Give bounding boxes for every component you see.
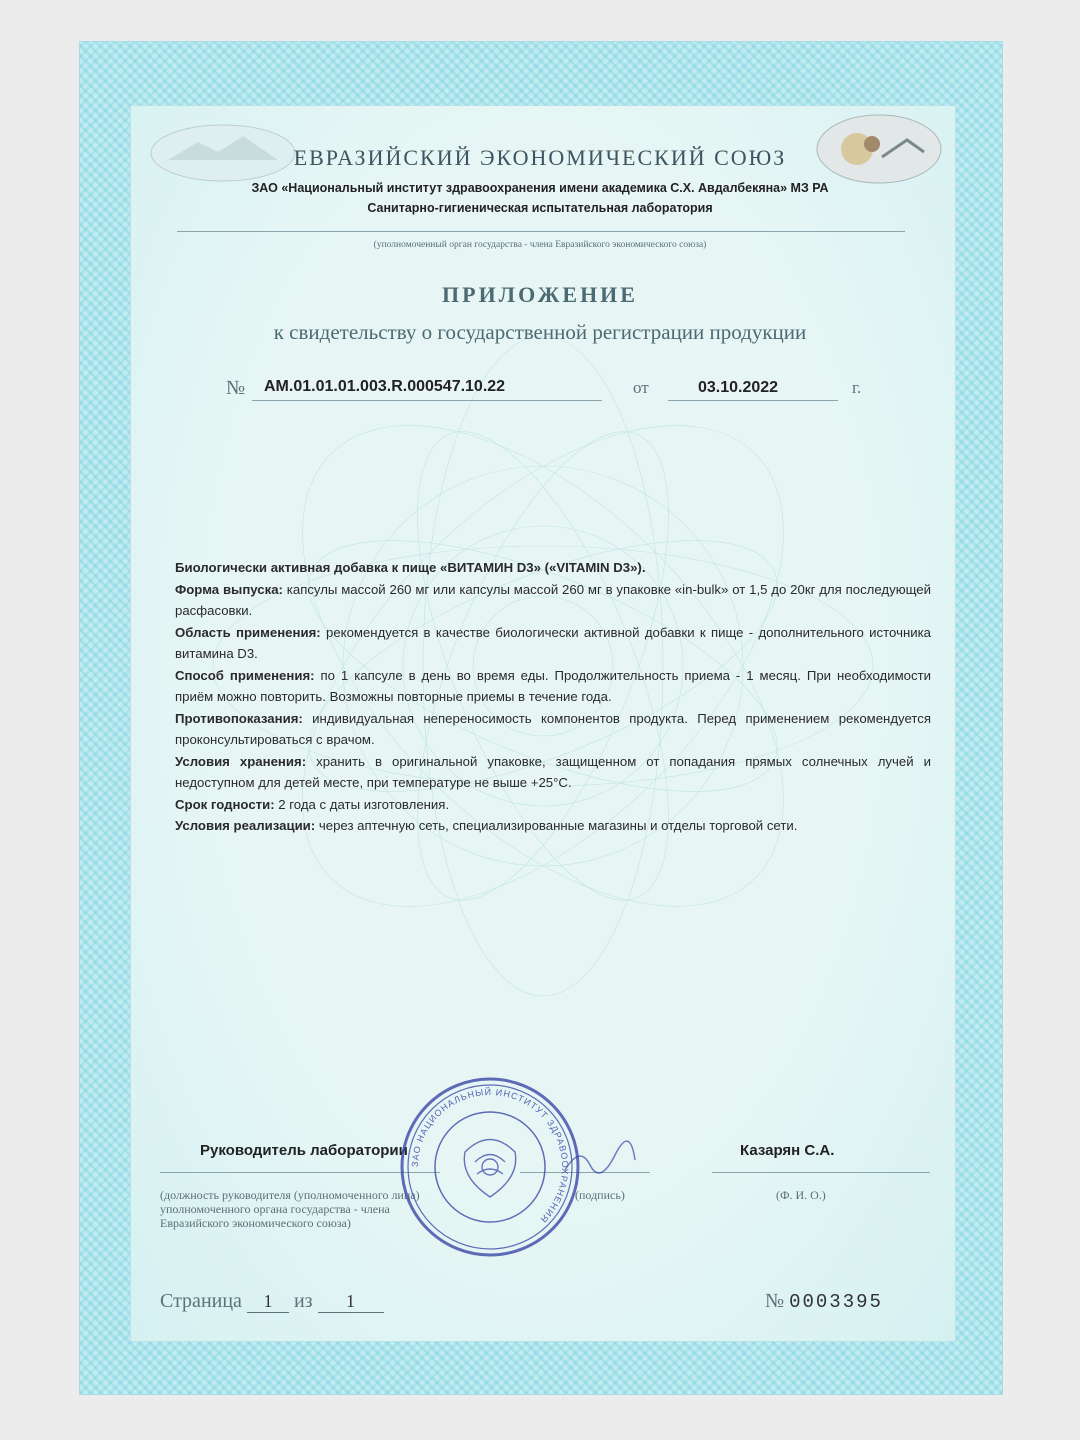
storage-text: хранить в оригинальной упаковке, защищенном от попадания прямых солнечных лучей и недоступном для детей месте, при температуре не выше +25°С.: [175, 753, 931, 790]
position-caption: (должность руководителя (уполномоченного лица) уполномоченного органа государства - члена Евразийского экономического союза): [160, 1188, 420, 1230]
of-label: из: [293, 1290, 313, 1312]
registration-date: 03.10.2022: [698, 379, 779, 396]
usage-line: [175, 665, 931, 708]
institute-name: ЗАО «Национальный институт здравоохранения имени академика С.Х. Авдалбекяна» МЗ РА: [251, 181, 829, 195]
storage-label: Условия хранения:: [175, 753, 307, 769]
usage-label: Способ применения:: [175, 667, 315, 683]
header-rule: [177, 231, 905, 232]
product-name: Биологически активная добавка к пище «ВИТАМИН D3» («VITAMIN D3»).: [175, 560, 646, 575]
contraindications-text: индивидуальная непереносимость компонентов продукта. Перед применением рекомендуется проконсультироваться с врачом.: [175, 710, 931, 747]
serial-number: 0003395: [789, 1291, 883, 1313]
page-subtitle: к свидетельству о государственной регистрации продукции: [273, 320, 807, 344]
usage-text: по 1 капсуле в день во время еды. Продолжительность приема - 1 месяц. При необходимости приём можно повторить. Возможны повторные приемы в течение года.: [175, 667, 931, 704]
signer-name: Казарян С.А.: [740, 1142, 835, 1159]
page-counter: [160, 1290, 384, 1313]
year-suffix: г.: [852, 378, 862, 397]
signer-position: Руководитель лаборатории: [200, 1142, 408, 1159]
shelf-life-text: 2 года с даты изготовления.: [278, 796, 450, 812]
serial-block: [765, 1290, 883, 1313]
svg-text:ЗАО НАЦИОНАЛЬНЫЙ ИНСТИТУТ ЗДРА: ЗАО НАЦИОНАЛЬНЫЙ ИНСТИТУТ ЗДРАВООХРАНЕНИЯ: [409, 1086, 571, 1226]
form-line: [175, 579, 931, 622]
name-caption: (Ф. И. О.): [776, 1188, 826, 1202]
page-label: Страница: [160, 1290, 242, 1312]
number-label: №: [226, 377, 246, 399]
authority-note: (уполномоченный орган государства - члена Евразийского экономического союза): [373, 240, 707, 250]
shelf-life-label: Срок годности:: [175, 796, 275, 812]
name-underline: [712, 1172, 930, 1173]
sales-text: через аптечную сеть, специализированные магазины и отделы торговой сети.: [318, 818, 798, 833]
from-label: от: [633, 378, 649, 397]
sales-line: [175, 815, 931, 837]
signature-scribble-icon: [560, 1140, 640, 1180]
union-heading: ЕВРАЗИЙСКИЙ ЭКОНОМИЧЕСКИЙ СОЮЗ: [293, 145, 787, 170]
registration-number: AM.01.01.01.003.R.000547.10.22: [264, 378, 506, 395]
scope-text: рекомендуется в качестве биологически активной добавки к пище - дополнительного источника витамина D3.: [175, 624, 931, 661]
number-underline: [252, 400, 602, 401]
date-underline: [668, 400, 838, 401]
page-total: 1: [318, 1291, 384, 1313]
page-current: 1: [247, 1291, 289, 1313]
serial-label: №: [765, 1290, 785, 1312]
scope-line: [175, 622, 931, 665]
sales-label: Условия реализации:: [175, 818, 316, 833]
official-stamp-icon: [395, 1072, 585, 1262]
product-line: [175, 557, 931, 579]
contraindications-label: Противопоказания:: [175, 710, 303, 726]
laboratory-name: Санитарно-гигиеническая испытательная лаборатория: [367, 201, 713, 215]
scope-label: Область применения:: [175, 624, 321, 640]
product-description: [175, 557, 931, 837]
form-label: Форма выпуска:: [175, 581, 283, 597]
storage-line: [175, 751, 931, 794]
shelf-life-line: [175, 794, 931, 816]
signature-caption: (подпись): [575, 1188, 625, 1202]
form-text: капсулы массой 260 мг или капсулы массой 260 мг в упаковке «in-bulk» от 1,5 до 20кг для последующей расфасовки.: [175, 581, 931, 618]
page-title: ПРИЛОЖЕНИЕ: [442, 282, 638, 307]
contraindications-line: [175, 708, 931, 751]
